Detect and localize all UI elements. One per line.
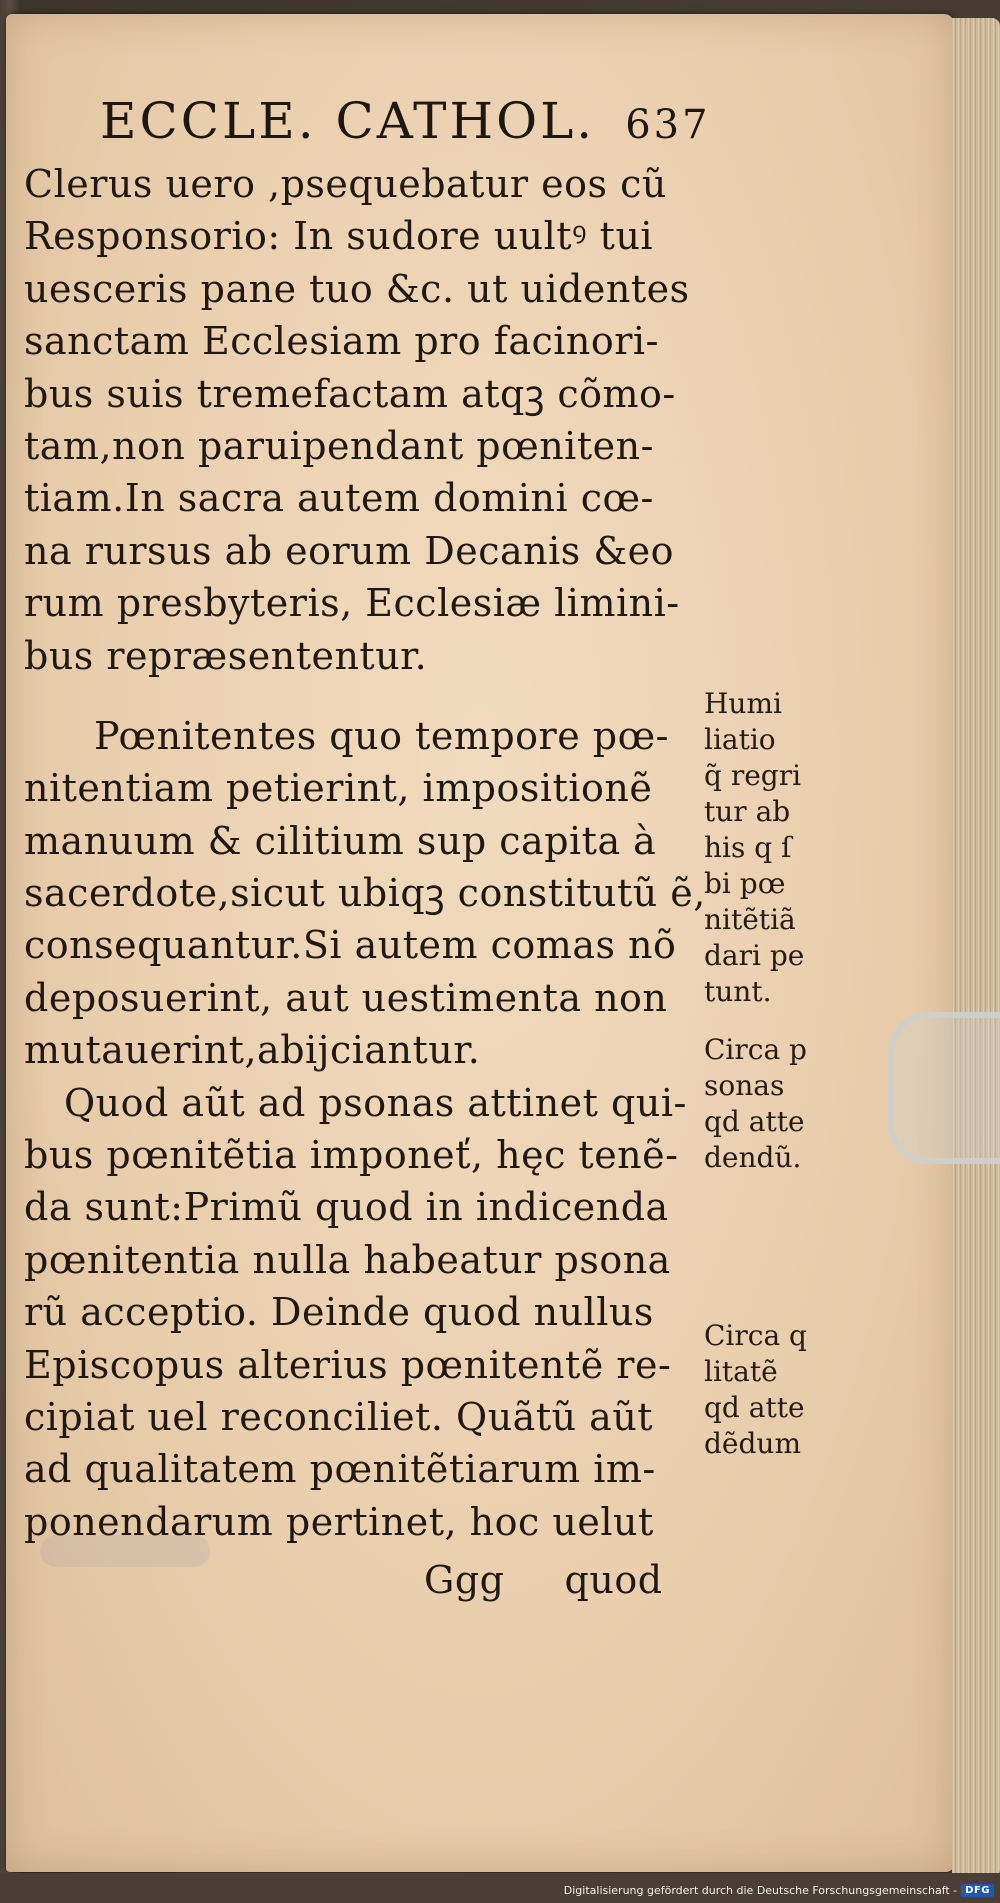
text-line: uesceris pane tuo &c. ut uidentes bbox=[24, 266, 690, 311]
text-line: ponendarum pertinet, hoc uelut bbox=[24, 1499, 654, 1544]
text-line: Clerus uero ,psequebatur eos cũ bbox=[24, 162, 667, 206]
margin-line: tur ab bbox=[704, 795, 791, 828]
text-line: tam,non paruipendant pœniten- bbox=[24, 423, 654, 468]
text-line: bus repræsententur. bbox=[24, 633, 428, 678]
margin-line: sonas bbox=[704, 1069, 785, 1102]
page-edges bbox=[952, 18, 1000, 1878]
running-title: ECCLE. CATHOL. bbox=[100, 92, 596, 150]
margin-line: tunt. bbox=[704, 975, 772, 1008]
marginal-note-circa-personas bbox=[704, 1032, 834, 1176]
main-text-block bbox=[24, 158, 724, 1607]
text-line: consequantur.Si autem comas nõ bbox=[24, 923, 677, 968]
marginal-note-circa-qualitatem bbox=[704, 1318, 834, 1462]
text-line: rum presbyteris, Ecclesiæ limini- bbox=[24, 581, 680, 626]
text-line: Responsorio: In sudore uultꝰ tui bbox=[24, 214, 654, 259]
running-header bbox=[100, 92, 760, 150]
text-line: manuum & cilitium sup capita à bbox=[24, 818, 657, 863]
dfg-logo-icon: DFG bbox=[961, 1884, 994, 1897]
marginal-note-humiliatio bbox=[704, 686, 834, 1010]
text-line: Episcopus alterius pœnitentẽ re- bbox=[24, 1342, 672, 1387]
text-line: nitentiam petierint, impositionẽ bbox=[24, 766, 653, 811]
text-line: cipiat uel reconciliet. Quãtũ aũt bbox=[24, 1394, 654, 1439]
margin-line: nitẽtiã bbox=[704, 903, 796, 936]
margin-line: dẽdum bbox=[704, 1427, 802, 1460]
text-line: na rursus ab eorum Decanis &eo bbox=[24, 528, 675, 573]
text-line: bus pœnitẽtia imponeť, hęc tenẽ- bbox=[24, 1133, 679, 1178]
text-line: ad qualitatem pœnitẽtiarum im- bbox=[24, 1447, 656, 1492]
margin-line: q̃ regri bbox=[704, 759, 802, 792]
text-line: deposuerint, aut uestimenta non bbox=[24, 975, 668, 1020]
text-line: Quod aũt ad psonas attinet qui- bbox=[64, 1080, 687, 1125]
text-line: Pœnitentes quo tempore pœ- bbox=[94, 713, 670, 758]
paragraph-gap bbox=[24, 682, 724, 710]
margin-line: Circa p bbox=[704, 1033, 807, 1066]
text-line: sanctam Ecclesiam pro facinori- bbox=[24, 319, 659, 364]
text-line: pœnitentia nulla habeatur psona bbox=[24, 1237, 671, 1282]
catchword: quod bbox=[564, 1558, 663, 1603]
margin-line: qd atte bbox=[704, 1105, 805, 1138]
margin-line: Humi bbox=[704, 687, 782, 720]
margin-line: dendũ. bbox=[704, 1141, 802, 1174]
footer-strip bbox=[0, 1873, 1000, 1903]
text-line: rũ acceptio. Deinde quod nullus bbox=[24, 1290, 654, 1335]
margin-line: Circa q bbox=[704, 1319, 807, 1352]
margin-line: bi pœ bbox=[704, 867, 786, 900]
margin-line: litatẽ bbox=[704, 1355, 778, 1388]
margin-line: his q ſ bbox=[704, 831, 792, 864]
text-line: da sunt:Primũ quod in indicenda bbox=[24, 1185, 669, 1230]
text-line: mutauerint,abijciantur. bbox=[24, 1028, 481, 1073]
margin-line: qd atte bbox=[704, 1391, 805, 1424]
credit-text: Digitalisierung gefördert durch die Deutsche Forschungsgemeinschaft - bbox=[563, 1884, 958, 1897]
text-line: bus suis tremefactam atqꝫ cõmo- bbox=[24, 371, 676, 416]
book-clasp bbox=[888, 1012, 1000, 1164]
margin-line: dari pe bbox=[704, 939, 805, 972]
digitization-credit bbox=[564, 1884, 994, 1897]
margin-line: liatio bbox=[704, 723, 776, 756]
signature-line bbox=[24, 1554, 724, 1606]
text-line: tiam.In sacra autem domini cœ- bbox=[24, 476, 654, 521]
text-line: sacerdote,sicut ubiqꝫ constitutũ ẽ, bbox=[24, 871, 706, 916]
signature-mark: Ggg bbox=[424, 1558, 505, 1603]
folio-number: 637 bbox=[625, 102, 711, 148]
